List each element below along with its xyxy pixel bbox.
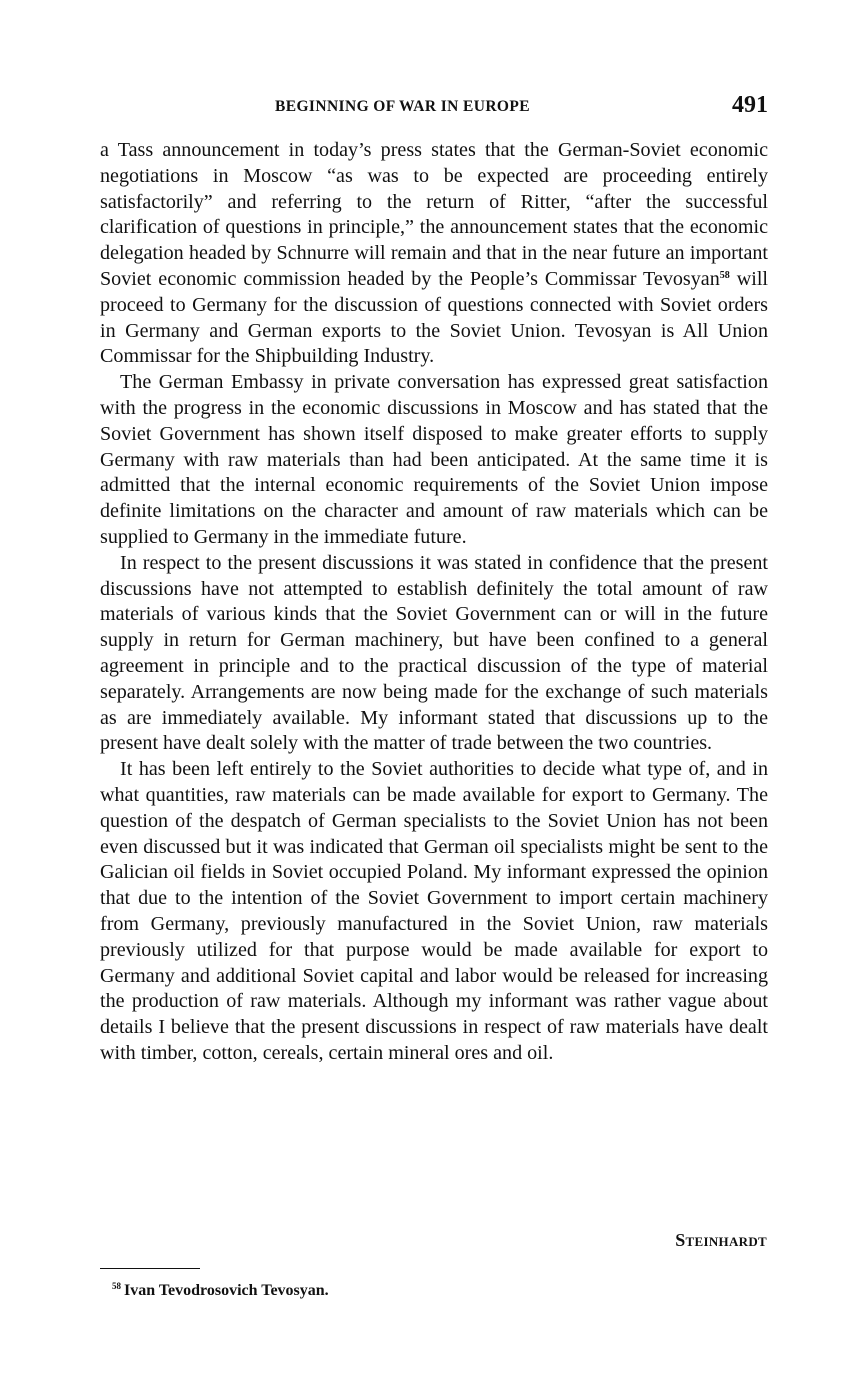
running-header [100, 92, 768, 122]
paragraph-1-text-continued: will proceed to Germany for the discussion of questions connected with Soviet orders in Germany and German exports to the Soviet Union. Tevosyan is All Union Commissar for the Shipbuilding Industry. [100, 267, 768, 368]
body-text [100, 138, 768, 1067]
footnote [112, 1281, 329, 1300]
footnote-reference: 58 [719, 269, 730, 281]
paragraph-4: It has been left entirely to the Soviet authorities to decide what type of, and in what quantities, raw materials can be made available for export to Germany. The question of the despatch of German specialists to the Soviet Union has not been even discussed but it was indicated that German oil specialists might be sent to the Galician oil fields in Soviet occupied Poland. My informant expressed the opinion that due to the intention of the Soviet Government to import certain machinery from Germany, previously manufactured in the Soviet Union, raw materials previously utilized for that purpose would be made available for export to Germany and additional Soviet capital and labor would be released for increasing the production of raw materials. Although my informant was rather vague about details I believe that the present discussions in respect of raw materials have dealt with timber, cotton, cereals, certain mineral ores and oil. [100, 758, 768, 1064]
paragraph-2: The German Embassy in private conversation has expressed great satisfaction with the progress in the economic discussions in Moscow and has stated that the Soviet Government has shown itself disposed to make greater efforts to supply Germany with raw materials than had been anticipated. At the same time it is admitted that the internal economic requirements of the Soviet Union impose definite limitations on the character and amount of raw materials which can be supplied to Germany in the immediate future. [100, 371, 768, 548]
paragraph-1 [100, 138, 768, 370]
paragraph-3: In respect to the present discussions it was stated in confidence that the present discussions have not attempted to establish definitely the total amount of raw materials of various kinds that the Soviet Government can or will in the future supply in return for German machinery, but have been confined to a general agreement in principle and to the practical discussion of the type of material separately. Arrangements are now being made for the exchange of such materials as are immediately available. My informant stated that discussions up to the present have dealt solely with the matter of trade between the two countries. [100, 551, 768, 755]
footnote-divider [100, 1268, 200, 1269]
signature: Steinhardt [675, 1230, 767, 1250]
page-number: 491 [732, 92, 768, 118]
paragraph-1-text: a Tass announcement in today’s press states that the German-Soviet economic negotiations in Moscow “as was to be expected are proceeding entirely satisfactorily” and referring to the return of Ritter, “after the successful clarification of questions in principle,” the announcement states that the economic delegation headed by Schnurre will remain and that in the near future an important Soviet economic commission headed by the People’s Commissar Tevosyan [100, 139, 768, 290]
footnote-text: Ivan Tevodrosovich Tevosyan. [124, 1282, 329, 1299]
running-title: BEGINNING OF WAR IN EUROPE [275, 98, 530, 115]
footnote-number: 58 [112, 1281, 121, 1291]
